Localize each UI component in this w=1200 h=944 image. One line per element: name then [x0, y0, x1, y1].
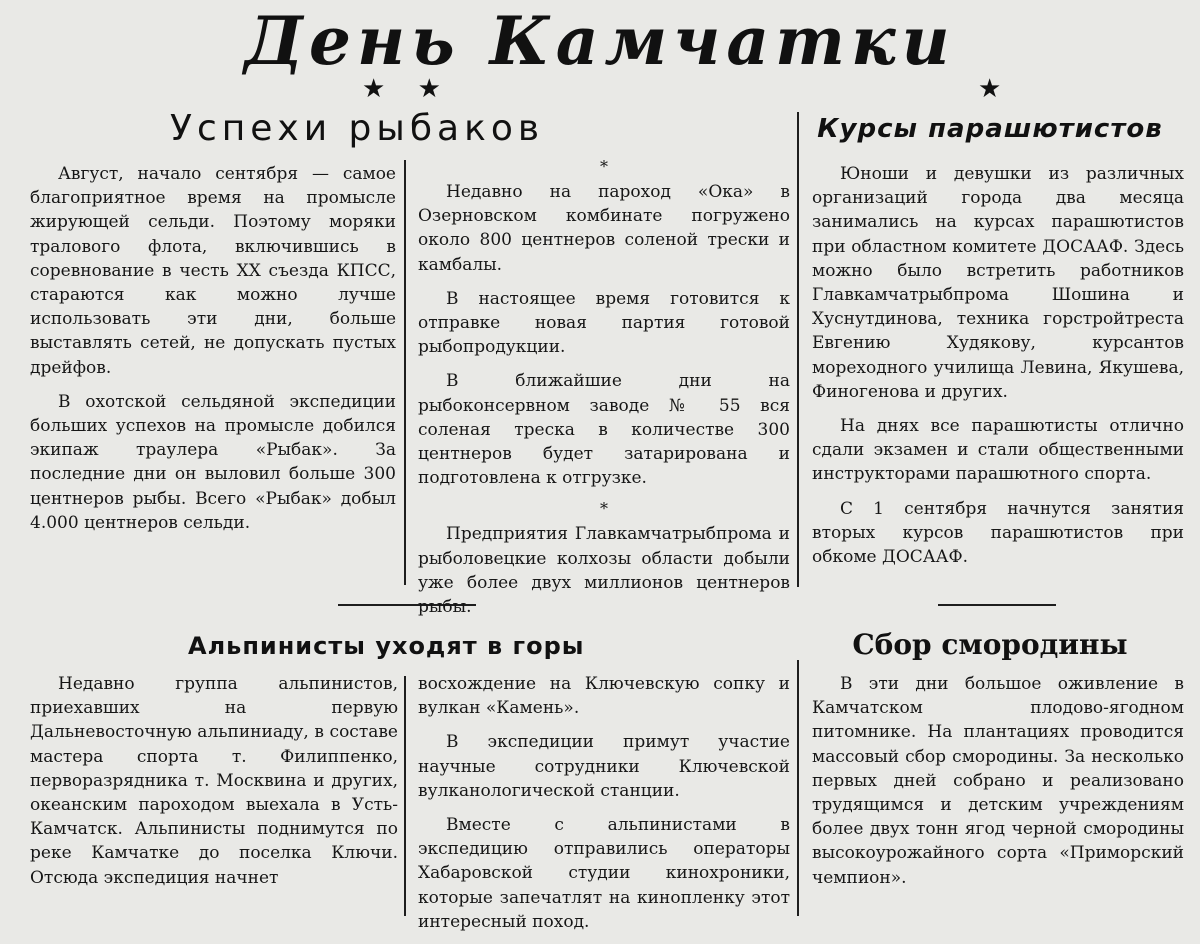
- column-rule: [797, 112, 799, 587]
- separator-asterisk: *: [600, 499, 608, 519]
- paragraph: С 1 сентября начнутся занятия вторых курсов парашютистов при обкоме ДОСААФ.: [812, 498, 1184, 568]
- paragraph: Вместе с альпинистами в экспедицию отправились операторы Хабаровской студии кинохроники, которые запечатлят на кинопленку этот интересный поход.: [418, 815, 790, 932]
- fishermen-column-2: [418, 158, 790, 629]
- paragraph: Юноши и девушки из различных организаций города два месяца занимались на курсах парашютистов при областном комитете ДОСААФ. Здесь можно было встретить работников Главкамчатрыбпрома Шошина и Хуснутдинова, техника горстройтреста Евгению Худякову, курсантов мореходного училища Левина, Якушева, Финогенова и других.: [812, 164, 1184, 402]
- paragraph: В эти дни большое оживление в Камчатском плодово-ягодном питомнике. На плантациях проводится массовый сбор смородины. За несколько первых дней собрано и реализовано трудящимся и детским учреждениям более двух тонн ягод черной смородины высокоурожайного сорта «Приморский чемпион».: [812, 674, 1184, 888]
- paragraph: Недавно группа альпинистов, приехавших на первую Дальневосточную альпиниаду, в составе мастера спорта т. Филиппенко, перворазрядника т. Москвина и других, океанским пароходом выехала в Усть-Камчатск. Альпинисты поднимутся по реке Камчатке до поселка Ключи. Отсюда экспедиция начнет: [30, 674, 398, 888]
- fishermen-column-1: [30, 162, 396, 545]
- separator-asterisk: *: [600, 157, 608, 176]
- paragraph: Недавно на пароход «Ока» в Озерновском комбинате погружено около 800 центнеров соленой трески и камбалы.: [418, 182, 790, 275]
- paragraph: В охотской сельдяной экспедиции больших успехов на промысле добился экипаж траулера «Рыбак». За последние дни он выловил больше 300 центнеров рыбы. Всего «Рыбак» добыл 4.000 центнеров сельди.: [30, 391, 396, 533]
- parachute-column: [812, 162, 1184, 579]
- headline-fishermen: Успехи рыбаков: [170, 108, 545, 149]
- masthead-title: День Камчатки: [244, 2, 956, 80]
- headline-alpinists: Альпинисты уходят в горы: [188, 632, 585, 660]
- alpinists-column-1: [30, 672, 398, 900]
- paragraph: Предприятия Главкамчатрыбпрома и рыболовецкие колхозы области добыли уже более двух миллионов центнеров рыбы.: [418, 524, 790, 618]
- column-rule: [404, 676, 406, 916]
- paragraph: Август, начало сентября — самое благоприятное время на промысле жирующей сельди. Поэтому моряки тралового флота, включившись в соревнование в честь XX съезда КПСС, стараются как можно лучше использовать эти дни, больше выставлять сетей, не допускать пустых дрейфов.: [30, 164, 396, 378]
- masthead-stars-left: ★ ★: [362, 74, 453, 104]
- paragraph: В экспедиции примут участие научные сотрудники Ключевской вулканологической станции.: [418, 732, 790, 801]
- headline-currants: Сбор смородины: [852, 628, 1128, 661]
- column-rule: [404, 160, 406, 585]
- section-divider: [938, 604, 1056, 606]
- paragraph: восхождение на Ключевскую сопку и вулкан «Камень».: [418, 674, 790, 719]
- currants-column: [812, 672, 1184, 900]
- paragraph: В настоящее время готовится к отправке новая партия готовой рыбопродукции.: [418, 288, 790, 358]
- headline-parachute: Курсы парашютистов: [817, 114, 1163, 144]
- paragraph: В ближайшие дни на рыбоконсервном заводе № 55 вся соленая треска в количестве 300 центнеров будет затарирована и подготовлена к отгрузке.: [418, 371, 790, 489]
- paragraph: На днях все парашютисты отлично сдали экзамен и стали общественными инструкторами парашютного спорта.: [812, 416, 1184, 485]
- column-rule: [797, 660, 799, 916]
- alpinists-column-2: [418, 672, 790, 944]
- masthead-star-right: ★: [978, 74, 1002, 104]
